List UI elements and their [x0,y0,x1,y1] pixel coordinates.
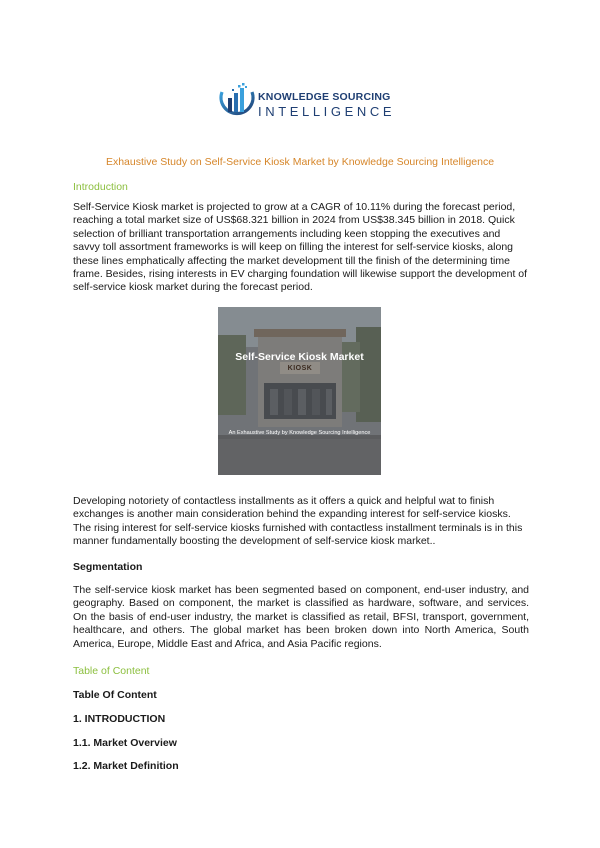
logo-text-secondary: INTELLIGENCE [258,104,396,119]
company-logo [218,82,396,126]
cover-title: Self-Service Kiosk Market [235,351,364,363]
toc-item-market-definition: 1.2. Market Definition [73,760,179,772]
introduction-label: Introduction [73,181,128,193]
kiosk-sign: KIOSK [287,365,313,372]
segmentation-paragraph: The self-service kiosk market has been segmented based on component, end-user industry, and geography. Based on component, the market is classified as hardware, software, and services. On the basis of end-user industry, the market is classified as retail, BFSI, transport, government, healthcare, and others. The global market has been broken down into North America, South America, Europe, Middle East and Africa, and Asia Pacific regions. [73,584,529,650]
segmentation-heading: Segmentation [73,561,143,573]
intro-paragraph: Self-Service Kiosk market is projected to grow at a CAGR of 10.11% during the forecast period, reaching a total market size of US$68.321 billion in 2024 from US$38.345 billion in 2018. Quick selection of brilliant transportation arrangements including keen stopping the executives and savvy toll assortment frameworks is will keep on filling the interest for self-service kiosks, along these lines emphatically affecting the market development till the finish of the determining time frame. Besides, rising interests in EV charging foundation will likewise support the development of self-service kiosk market during the forecast period. [73,201,528,294]
table-of-content-label: Table of Content [73,665,150,677]
logo-text-primary: KNOWLEDGE SOURCING [258,91,391,103]
kiosk-photo-illustration [218,307,381,475]
document-title: Exhaustive Study on Self-Service Kiosk Market by Knowledge Sourcing Intelligence [105,156,495,168]
contactless-paragraph: Developing notoriety of contactless installments as it offers a quick and helpful wat to finish exchanges is another main consideration behind the expanding interest for self-service kiosks. The rising interest for self-service kiosks furnished with contactless installment terminals is in this manner fundamentally boosting the development of self-service kiosk market.. [73,495,523,548]
toc-item-introduction: 1. INTRODUCTION [73,713,166,725]
toc-heading: Table Of Content [73,689,157,701]
toc-item-market-overview: 1.1. Market Overview [73,737,177,749]
report-cover-image [218,307,381,475]
logo-mark-icon [218,82,256,126]
cover-subtitle: An Exhaustive Study by Knowledge Sourcing Intelligence [228,430,371,436]
